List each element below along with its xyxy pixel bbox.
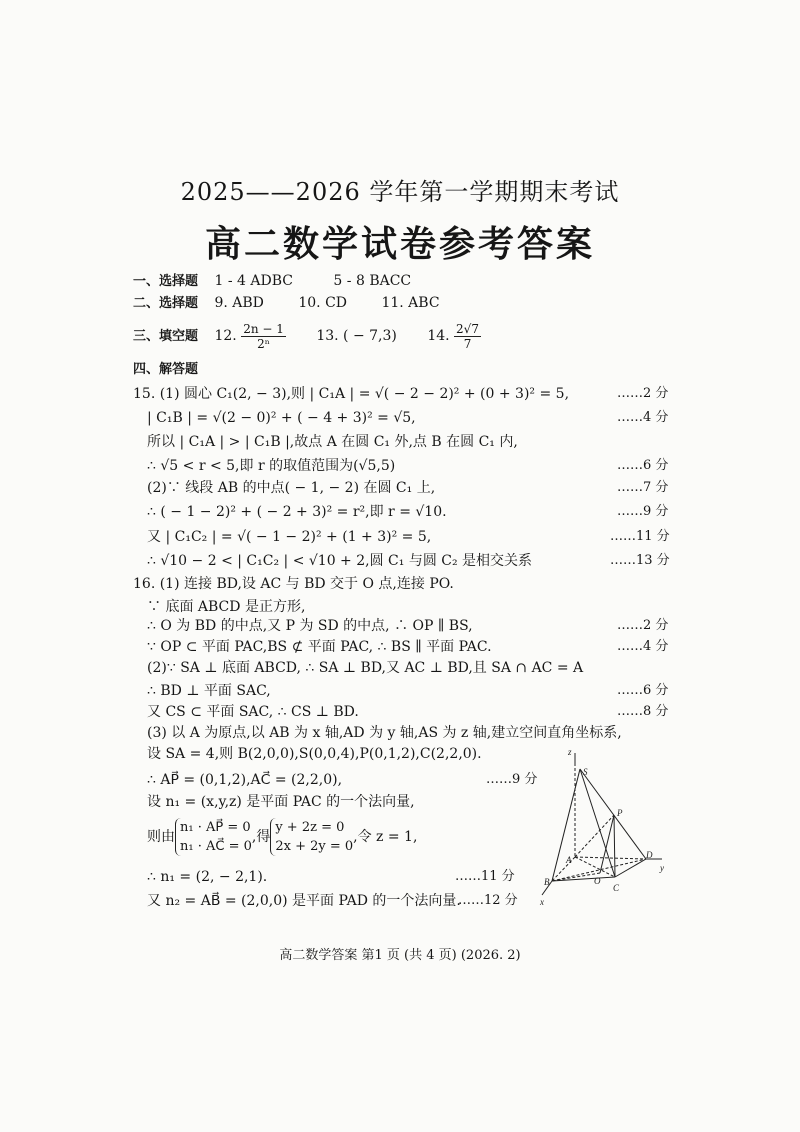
- fraction: $\frac{2√7}{7}$: [456, 321, 479, 351]
- vertex-p-label: P: [617, 808, 623, 818]
- score-points: ……9 分: [617, 504, 669, 519]
- solution-line: ∴ √10 − 2 < | C₁C₂ | < √10 + 2,圆 C₁ 与圆 C₂ 是相交关系: [147, 553, 533, 569]
- vertex-a-label: A: [566, 855, 572, 865]
- solution-line: 又 CS ⊂ 平面 SAC, ∴ CS ⊥ BD.: [147, 704, 359, 720]
- solution-line: 又 n₂ = AB⃗ = (2,0,0) 是平面 PAD 的一个法向量.: [147, 893, 461, 909]
- score-points: ……6 分: [617, 683, 669, 698]
- section-label: 一、选择题: [133, 274, 199, 289]
- system-prefix: 则由: [147, 829, 175, 845]
- vertex-o-label: O: [594, 876, 601, 886]
- exam-title: 2025——2026 学年第一学期期末考试: [180, 178, 620, 206]
- system-brace-right: y + 2z = 0 2x + 2y = 0: [270, 818, 353, 856]
- solution-line: ∴ BD ⊥ 平面 SAC,: [147, 683, 271, 699]
- section-solve: [133, 360, 198, 379]
- solution-line: 设 n₁ = (x,y,z) 是平面 PAC 的一个法向量,: [147, 794, 415, 810]
- score-points: ……9 分: [486, 772, 538, 787]
- solution-line: (2)∵ 线段 AB 的中点( − 1, − 2) 在圆 C₁ 上,: [147, 480, 436, 496]
- page-footer: 高二数学答案 第1 页 (共 4 页) (2026. 2): [279, 948, 521, 963]
- score-points: ……6 分: [617, 458, 669, 473]
- score-points: ……4 分: [617, 639, 669, 654]
- solution-line: 15. (1) 圆心 C₁(2, − 3),则 | C₁A | = √( − 2 − 2)² + (0 + 3)² = 5,: [133, 386, 570, 402]
- vertex-c-label: C: [613, 883, 620, 893]
- solution-line: 又 | C₁C₂ | = √( − 1 − 2)² + (1 + 3)² = 5,: [147, 529, 432, 545]
- answer-key-title: 高二数学试卷参考答案: [204, 223, 595, 265]
- answer-text: 13. ( − 7,3): [316, 328, 397, 344]
- fraction: $\frac{2n - 1}{\text{2ⁿ}}$: [243, 321, 284, 351]
- system-mid: ,得: [251, 829, 271, 845]
- score-points: ……2 分: [617, 386, 669, 401]
- solution-line: ∴ O 为 BD 的中点,又 P 为 SD 的中点, ∴ OP ∥ BS,: [147, 618, 473, 634]
- solution-line: | C₁B | = √(2 − 0)² + ( − 4 + 3)² = √5,: [147, 410, 416, 426]
- solution-line: ∴ √5 < r < 5,即 r 的取值范围为(√5,5): [147, 458, 396, 474]
- axis-y-label: y: [660, 863, 664, 873]
- answer-label: 14.: [427, 328, 450, 344]
- solution-line: 16. (1) 连接 BD,设 AC 与 BD 交于 O 点,连接 PO.: [133, 576, 454, 592]
- pyramid-figure: [530, 745, 680, 910]
- axis-z-label: z: [568, 747, 572, 757]
- solution-line: (3) 以 A 为原点,以 AB 为 x 轴,AD 为 y 轴,AS 为 z 轴,建立空间直角坐标系,: [147, 725, 622, 741]
- vertex-b-label: B: [544, 877, 550, 887]
- score-points: ……8 分: [617, 704, 669, 719]
- vertex-d-label: D: [646, 850, 653, 860]
- solution-line: 设 SA = 4,则 B(2,0,0),S(0,0,4),P(0,1,2),C(2,2,0).: [147, 746, 482, 762]
- answer-text: 1 - 4 ADBC: [214, 273, 293, 289]
- section-choice-2: [133, 294, 440, 313]
- section-choice-1: [133, 272, 411, 291]
- solution-line: ∵ 底面 ABCD 是正方形,: [147, 599, 306, 615]
- solution-line: 所以 | C₁A | > | C₁B |,故点 A 在圆 C₁ 外,点 B 在圆 C₁ 内,: [147, 434, 518, 450]
- score-points: ……13 分: [610, 553, 670, 568]
- answer-text: 10. CD: [298, 295, 348, 311]
- solution-line: ∴ ( − 1 − 2)² + ( − 2 + 3)² = r²,即 r = √10.: [147, 504, 447, 520]
- section-label: 四、解答题: [133, 362, 199, 377]
- score-points: ……2 分: [617, 618, 669, 633]
- score-points: ……11 分: [455, 869, 515, 884]
- section-fill: [133, 318, 481, 355]
- solution-line: ∴ AP⃗ = (0,1,2),AC⃗ = (2,2,0),: [147, 772, 343, 788]
- answer-text: 11. ABC: [381, 295, 440, 311]
- section-label: 二、选择题: [133, 296, 199, 311]
- vertex-s-label: S: [583, 767, 588, 777]
- score-points: ……7 分: [617, 480, 669, 495]
- answer-text: 5 - 8 BACC: [333, 273, 412, 289]
- answer-label: 12.: [214, 328, 237, 344]
- score-points: ……4 分: [617, 410, 669, 425]
- answer-text: 9. ABD: [214, 295, 264, 311]
- system-brace-left: n₁ · AP⃗ = 0 n₁ · AC⃗ = 0: [175, 818, 252, 856]
- axis-x-label: x: [540, 897, 544, 907]
- equation-system: [147, 815, 417, 859]
- solution-line: ∴ n₁ = (2, − 2,1).: [147, 869, 268, 885]
- solution-line: ∵ OP ⊂ 平面 PAC,BS ⊄ 平面 PAC, ∴ BS ∥ 平面 PAC.: [147, 639, 492, 655]
- system-suffix: ,令 z = 1,: [353, 829, 418, 845]
- score-points: ……12 分: [458, 893, 518, 908]
- section-label: 三、填空题: [133, 329, 199, 344]
- score-points: ……11 分: [610, 529, 670, 544]
- solution-line: (2)∵ SA ⊥ 底面 ABCD, ∴ SA ⊥ BD,又 AC ⊥ BD,且 SA ∩ AC = A: [147, 660, 584, 676]
